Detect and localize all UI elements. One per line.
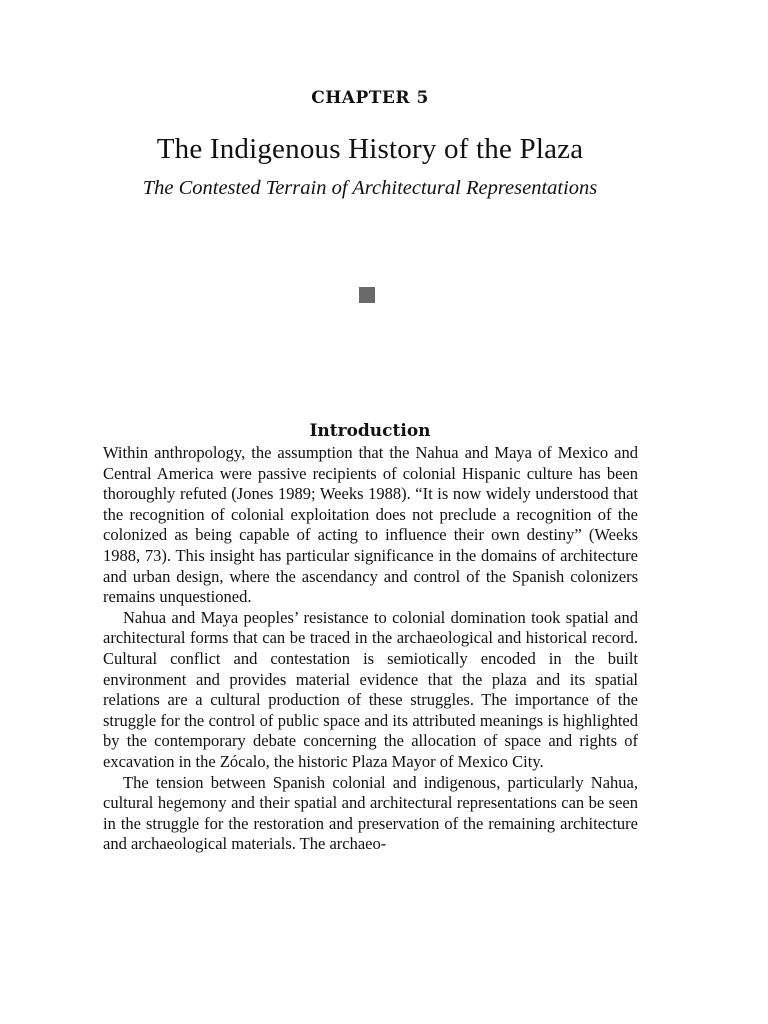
square-ornament-icon [359,287,375,303]
paragraph-2: Nahua and Maya peoples’ resistance to colonial domination took spatial and architectural forms that can be traced in the archaeological and historical record. Cultural conflict and contestation is semiotically encoded in the built environment and provides material evidence that the plaza and its spatial relations are a cultural production of these struggles. The importance of the struggle for the control of public space and its attributed meanings is highlighted by the contemporary debate concerning the allocation of space and rights of excavation in the Zócalo, the historic Plaza Mayor of Mexico City. [103,607,638,771]
paragraph-1: Within anthropology, the assumption that the Nahua and Maya of Mexico and Central America were passive recipients of colonial Hispanic culture has been thoroughly refuted (Jones 1989; Weeks 1988). “It is now widely understood that the recognition of colonial exploitation does not preclude a recognition of the colonized as being capable of acting to influence their own destiny” (Weeks 1988, 73). This insight has particular significance in the domains of architecture and urban design, where the ascendancy and control of the Spanish colonizers remains unquestioned. [103,443,638,607]
chapter-subtitle: The Contested Terrain of Architectural Representations [142,177,598,199]
body-text [103,443,638,855]
chapter-title: The Indigenous History of the Plaza [156,133,584,165]
section-heading: Introduction [309,421,431,441]
chapter-label: CHAPTER 5 [311,88,429,108]
paragraph-3: The tension between Spanish colonial and indigenous, particularly Nahua, cultural hegemony and their spatial and architectural representations can be seen in the struggle for the restoration and preservation of the remaining architecture and archaeological materials. The archaeo- [103,772,638,854]
